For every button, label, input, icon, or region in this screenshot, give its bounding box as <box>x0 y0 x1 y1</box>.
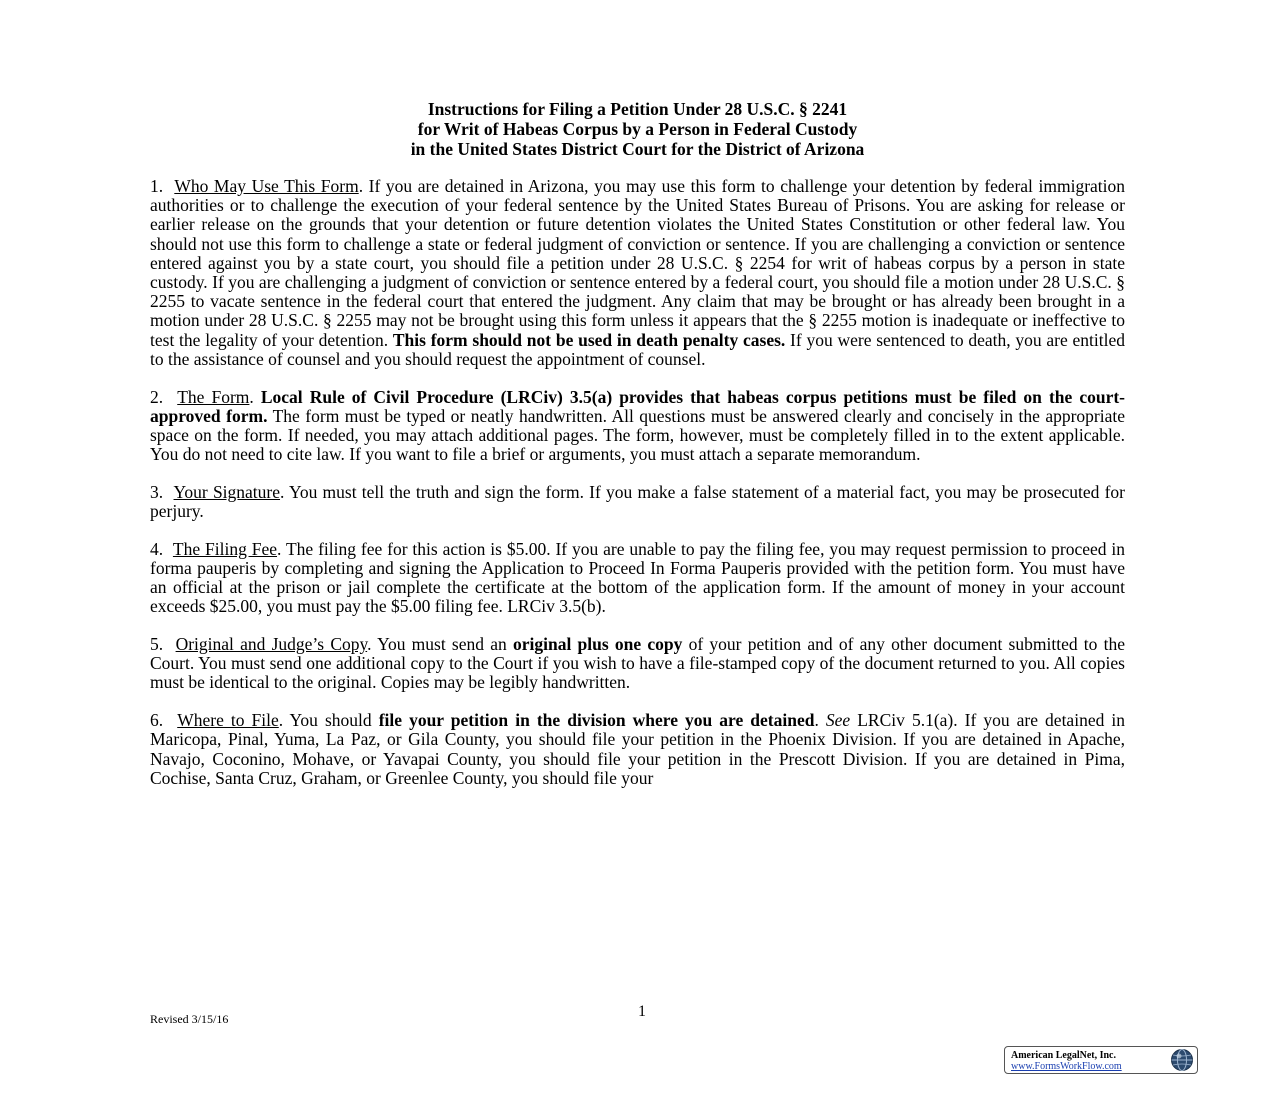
section-text: . You should <box>278 710 379 731</box>
section-text: The form must be typed or neatly handwritten. All questions must be answered clearly and concisely in the appropriate space on the form. If needed, you may attach additional pages. The form, however, must be completely filled in to the extent applicable. You do not need to cite law. If you want to file a brief or arguments, you must attach a separate memorandum. <box>150 405 1126 465</box>
document-title <box>150 99 1125 159</box>
section-number: 2. <box>150 386 164 407</box>
section-your-signature <box>150 483 1125 521</box>
title-line-3: in the United States District Court for the District of Arizona <box>410 139 865 159</box>
section-who-may-use <box>150 177 1125 369</box>
section-heading: Your Signature <box>173 481 281 502</box>
section-number: 1. <box>150 176 164 196</box>
section-text-continued: If you were sentenced to death, you are entitled to the assistance of counsel and you should request the appointment of counsel. <box>150 329 1125 369</box>
section-italic-text: See <box>825 710 851 731</box>
section-original-copy <box>150 635 1125 693</box>
section-heading: The Form <box>177 386 250 407</box>
globe-logo-icon <box>1170 1048 1194 1072</box>
section-number: 5. <box>150 634 164 655</box>
section-text: . You must tell the truth and sign the form. If you make a false statement of a material fact, you may be prosecuted for perjury. <box>150 481 1125 522</box>
section-bold-text: original plus one copy <box>512 634 683 655</box>
section-text: . The filing fee for this action is $5.00. If you are unable to pay the filing fee, you may request permission to proceed in forma pauperis by completing and signing the Application to Proceed In Forma Pauperis provided with the petition form. You must have an official at the prison or jail complete the certificate at the bottom of the application form. If the amount of money in your account exceeds $25.00, you must pay the $5.00 filing fee. LRCiv 3.5(b). <box>150 538 1126 617</box>
section-separator: . <box>249 386 261 407</box>
section-heading: Where to File <box>177 710 279 731</box>
section-text: . You must send an <box>367 634 513 655</box>
publisher-link[interactable]: www.FormsWorkFlow.com <box>1011 1061 1122 1072</box>
section-the-form <box>150 388 1125 465</box>
section-heading: The Filing Fee <box>172 538 278 559</box>
section-text: . If you are detained in Arizona, you may use this form to challenge your detention by federal immigration authorities or to challenge the execution of your federal sentence by the United States Bureau of Prisons. You are asking for release or earlier release on the grounds that your detention or future detention violates the United States Constitution or other federal law. You should not use this form to challenge a state or federal judgment of conviction or sentence. If you are challenging a conviction or sentence entered against you by a state court, you should file a petition under 28 U.S.C. § 2254 for writ of habeas corpus by a person in state custody. If you are challenging a judgment of conviction or sentence entered by a federal court, you should file a motion under 28 U.S.C. § 2255 to vacate sentence in the federal court that entered the judgment. Any claim that may be brought or has already been brought in a motion under 28 U.S.C. § 2255 may not be brought using this form unless it appears that the § 2255 motion is inadequate or ineffective to test the legality of your detention. <box>150 176 1126 350</box>
section-number: 3. <box>150 481 164 502</box>
section-where-to-file <box>150 711 1125 788</box>
section-bold-text: Local Rule of Civil Procedure (LRCiv) 3.5(a) provides that habeas corpus petitions must be filed on the court-approved form. <box>150 386 1125 426</box>
page-number: 1 <box>638 1003 646 1020</box>
title-line-2: for Writ of Habeas Corpus by a Person in Federal Custody <box>417 119 858 139</box>
section-text-final: LRCiv 5.1(a). If you are detained in Maricopa, Pinal, Yuma, La Paz, or Gila County, you should file your petition in the Phoenix Division. If you are detained in Apache, Navajo, Coconino, Mohave, or Yavapai County, you should file your petition in the Prescott Division. If you are detained in Pima, Cochise, Santa Cruz, Graham, or Greenlee County, you should file your <box>150 710 1125 788</box>
section-bold-text: file your petition in the division where you are detained <box>378 710 815 731</box>
publisher-badge[interactable] <box>1004 1046 1198 1074</box>
section-heading: Original and Judge’s Copy <box>175 634 368 655</box>
revision-date: Revised 3/15/16 <box>150 1012 229 1026</box>
section-number: 4. <box>150 538 164 559</box>
section-text-continued: of your petition and of any other document submitted to the Court. You must send one additional copy to the Court if you wish to have a file-stamped copy of the document returned to you. All copies must be identical to the original. Copies may be legibly handwritten. <box>150 634 1126 693</box>
section-heading: Who May Use This Form <box>174 176 359 196</box>
instructions-body <box>150 177 1125 806</box>
publisher-name: American LegalNet, Inc. <box>1011 1050 1116 1061</box>
section-bold-text: This form should not be used in death penalty cases. <box>392 329 786 350</box>
section-text-continued: . <box>814 710 826 731</box>
section-number: 6. <box>150 710 164 731</box>
title-line-1: Instructions for Filing a Petition Under 28 U.S.C. § 2241 <box>427 99 848 119</box>
section-filing-fee <box>150 540 1125 617</box>
